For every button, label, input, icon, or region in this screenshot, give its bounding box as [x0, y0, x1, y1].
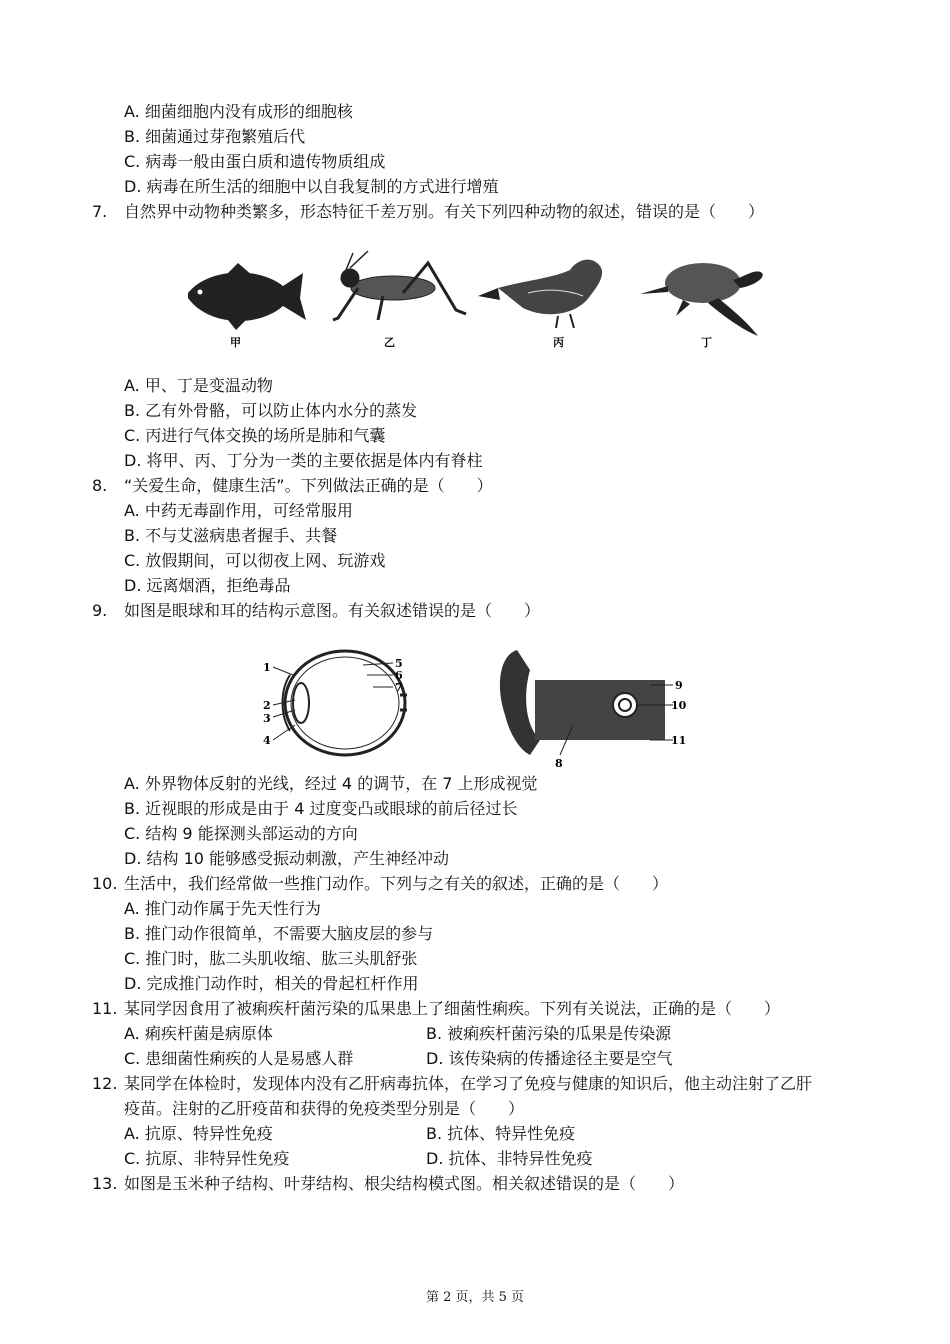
eye-label-3: 3	[263, 712, 271, 725]
pigeon-illustration	[478, 260, 602, 328]
q7-option-d: D. 将甲、丙、丁分为一类的主要依据是体内有脊柱	[124, 451, 483, 470]
q11-number: 11.	[92, 999, 118, 1018]
ear-label-11: 11	[671, 734, 687, 747]
q12-option-a: A. 抗原、特异性免疫	[124, 1124, 273, 1143]
q9-option-d: D. 结构 10 能够感受振动刺激，产生神经冲动	[124, 849, 450, 868]
q9-option-c: C. 结构 9 能探测头部运动的方向	[124, 824, 358, 843]
q13-number: 13.	[92, 1174, 118, 1193]
q7-question: 自然界中动物种类繁多，形态特征千差万别。有关下列四种动物的叙述，错误的是（ ）	[124, 202, 765, 221]
q13-question: 如图是玉米种子结构、叶芽结构、根尖结构模式图。相关叙述错误的是（ ）	[124, 1174, 685, 1193]
q11-option-b: B. 被痢疾杆菌污染的瓜果是传染源	[426, 1024, 672, 1043]
q6-option-c: C. 病毒一般由蛋白质和遗传物质组成	[124, 152, 386, 171]
q10-option-a: A. 推门动作属于先天性行为	[124, 899, 321, 918]
q12-option-d: D. 抗体、非特异性免疫	[426, 1149, 593, 1168]
eye-label-5: 5	[395, 657, 403, 670]
caption-yi: 乙	[384, 336, 395, 349]
q7-number: 7.	[92, 202, 108, 221]
q8-option-b: B. 不与艾滋病患者握手、共餐	[124, 526, 338, 545]
q10-number: 10.	[92, 874, 118, 893]
q10-option-d: D. 完成推门动作时，相关的骨起杠杆作用	[124, 974, 419, 993]
eye-label-4: 4	[263, 734, 271, 747]
q10-option-b: B. 推门动作很简单，不需要大脑皮层的参与	[124, 924, 434, 943]
q8-option-c: C. 放假期间，可以彻夜上网、玩游戏	[124, 551, 386, 570]
q8-question: “关爱生命，健康生活”。下列做法正确的是（ ）	[124, 476, 493, 495]
q8-option-d: D. 远离烟酒，拒绝毒品	[124, 576, 291, 595]
ear-diagram	[500, 650, 673, 755]
eye-diagram	[273, 651, 407, 755]
eye-label-2: 2	[263, 699, 271, 712]
q12-option-b: B. 抗体、特异性免疫	[426, 1124, 576, 1143]
q7-option-a: A. 甲、丁是变温动物	[124, 376, 273, 395]
q12-number: 12.	[92, 1074, 118, 1093]
eye-ear-figure	[255, 645, 695, 770]
q8-option-a: A. 中药无毒副作用，可经常服用	[124, 501, 353, 520]
caption-ding: 丁	[701, 336, 712, 349]
q6-option-b: B. 细菌通过芽孢繁殖后代	[124, 127, 306, 146]
q6-option-d: D. 病毒在所生活的细胞中以自我复制的方式进行增殖	[124, 177, 499, 196]
ear-label-10: 10	[671, 699, 687, 712]
turtle-illustration	[640, 263, 763, 336]
ear-label-9: 9	[675, 679, 683, 692]
q10-question: 生活中，我们经常做一些推门动作。下列与之有关的叙述，正确的是（ ）	[124, 874, 669, 893]
q6-option-a: A. 细菌细胞内没有成形的细胞核	[124, 102, 353, 121]
q9-number: 9.	[92, 601, 108, 620]
q10-option-c: C. 推门时，肱二头肌收缩、肱三头肌舒张	[124, 949, 418, 968]
q9-option-b: B. 近视眼的形成是由于 4 过度变凸或眼球的前后径过长	[124, 799, 518, 818]
q11-option-c: C. 患细菌性痢疾的人是易感人群	[124, 1049, 354, 1068]
q8-number: 8.	[92, 476, 108, 495]
q7-option-c: C. 丙进行气体交换的场所是肺和气囊	[124, 426, 386, 445]
eye-label-6: 6	[395, 669, 403, 682]
q11-option-a: A. 痢疾杆菌是病原体	[124, 1024, 273, 1043]
caption-bing: 丙	[553, 336, 564, 349]
fish-illustration	[188, 263, 306, 330]
page-footer: 第 2 页，共 5 页	[425, 1290, 525, 1305]
eye-label-7: 7	[395, 681, 403, 694]
q9-option-a: A. 外界物体反射的光线，经过 4 的调节，在 7 上形成视觉	[124, 774, 538, 793]
q12-question-line1: 某同学在体检时，发现体内没有乙肝病毒抗体，在学习了免疫与健康的知识后，他主动注射了乙肝	[124, 1074, 813, 1093]
q12-option-c: C. 抗原、非特异性免疫	[124, 1149, 290, 1168]
q12-question-line2: 疫苗。注射的乙肝疫苗和获得的免疫类型分别是（ ）	[124, 1099, 525, 1118]
eye-label-1: 1	[263, 661, 271, 674]
q11-option-d: D. 该传染病的传播途径主要是空气	[426, 1049, 673, 1068]
ear-label-8: 8	[555, 757, 563, 770]
grasshopper-illustration	[333, 251, 466, 320]
q9-question: 如图是眼球和耳的结构示意图。有关叙述错误的是（ ）	[124, 601, 541, 620]
animals-figure	[178, 248, 778, 353]
q11-question: 某同学因食用了被痢疾杆菌污染的瓜果患上了细菌性痢疾。下列有关说法，正确的是（ ）	[124, 999, 781, 1018]
q7-option-b: B. 乙有外骨骼，可以防止体内水分的蒸发	[124, 401, 418, 420]
caption-jia: 甲	[230, 336, 241, 349]
